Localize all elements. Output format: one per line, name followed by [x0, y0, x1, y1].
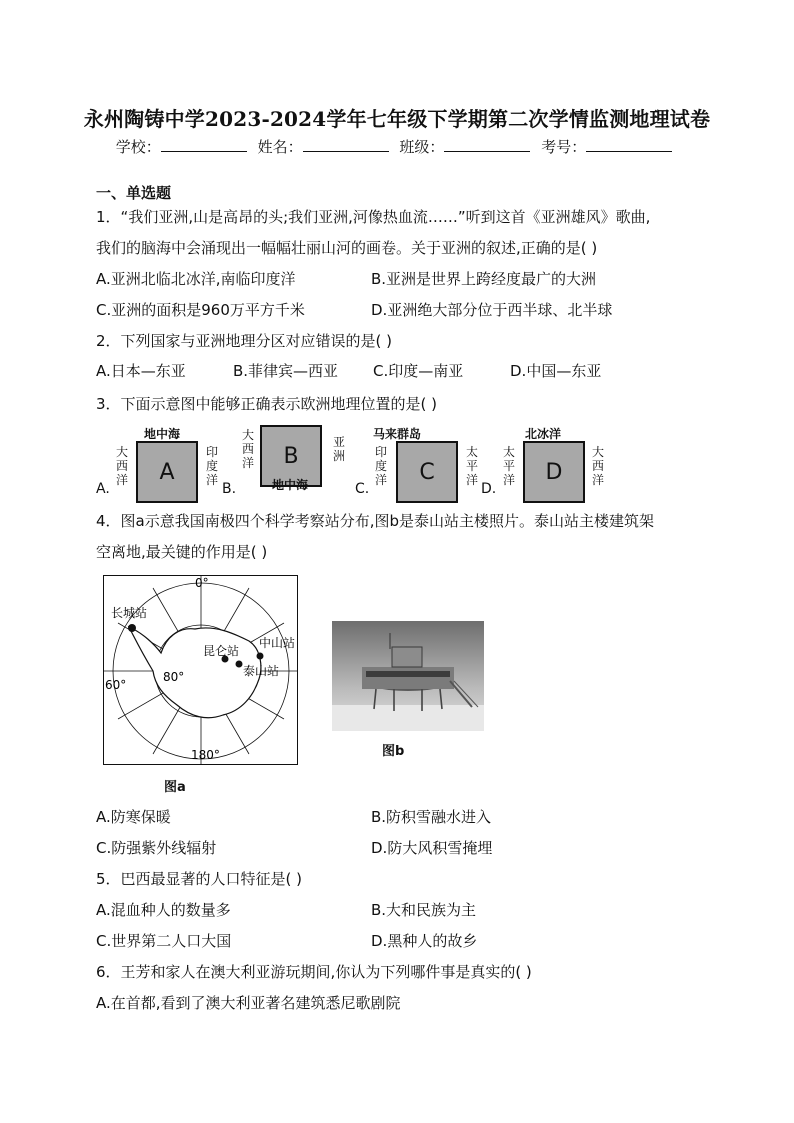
q5-option-d[interactable]: D.黑种人的故乡 [371, 932, 478, 950]
changcheng-dot [128, 624, 136, 632]
q3-c-left: 印度洋 [374, 445, 387, 487]
q3-a-box [136, 441, 198, 503]
q1-option-a[interactable]: A.亚洲北临北冰洋,南临印度洋 [96, 270, 296, 288]
q3-option-a-mark[interactable]: A. [96, 481, 110, 497]
q4-option-d[interactable]: D.防大风积雪掩埋 [371, 839, 493, 857]
q5-option-c[interactable]: C.世界第二人口大国 [96, 932, 232, 950]
station-zhongshan: 中山站 [259, 636, 296, 650]
class-label: 班级： [399, 138, 445, 156]
station-taishan: 泰山站 [243, 664, 280, 678]
q3-option-c-mark[interactable]: C. [355, 481, 370, 497]
caption-a: 图a [164, 780, 186, 795]
q4-option-c[interactable]: C.防强紫外线辐射 [96, 839, 217, 857]
q2-option-d[interactable]: D.中国—东亚 [510, 362, 602, 380]
q2-option-a[interactable]: A.日本—东亚 [96, 362, 186, 380]
q3-option-d-mark[interactable]: D. [481, 481, 497, 497]
deg-180: 180° [191, 748, 220, 762]
q3-d-top: 北冰洋 [525, 427, 562, 441]
caption-b: 图b [382, 744, 405, 759]
q3-d-left: 太平洋 [502, 445, 515, 487]
number-label: 考号： [541, 138, 587, 156]
q4-stem-line2: 空离地,最关键的作用是( ) [96, 543, 268, 561]
q3-b-left: 大西洋 [241, 428, 254, 470]
taishan-station-photo [332, 621, 484, 731]
station-kunlun: 昆仑站 [203, 644, 240, 658]
q4-option-b[interactable]: B.防积雪融水进入 [371, 808, 492, 826]
name-blank[interactable] [303, 137, 389, 152]
antarctica-map [103, 575, 298, 765]
name-label: 姓名： [257, 138, 303, 156]
q3-option-b-mark[interactable]: B. [222, 481, 237, 497]
q3-c-box [396, 441, 458, 503]
station-changcheng: 长城站 [111, 606, 148, 620]
q2-option-c[interactable]: C.印度—南亚 [373, 362, 464, 380]
q3-b-letter: B [283, 443, 299, 469]
q3-d-letter: D [545, 459, 563, 485]
q4-stem-line1: 4．图a示意我国南极四个科学考察站分布,图b是泰山站主楼照片。泰山站主楼建筑架 [96, 512, 655, 530]
q1-stem-line2: 我们的脑海中会涌现出一幅幅壮丽山河的画卷。关于亚洲的叙述,正确的是( ) [96, 239, 598, 257]
q3-a-top: 地中海 [144, 427, 181, 441]
q5-stem: 5．巴西最显著的人口特征是( ) [96, 870, 303, 888]
q3-c-right: 太平洋 [465, 445, 478, 487]
section-title: 一、单选题 [96, 184, 172, 202]
q6-option-a[interactable]: A.在首都,看到了澳大利亚著名建筑悉尼歌剧院 [96, 994, 401, 1012]
zhongshan-dot [257, 653, 264, 660]
q5-option-a[interactable]: A.混血种人的数量多 [96, 901, 231, 919]
student-info-line [0, 136, 794, 157]
q3-b-right: 亚洲 [332, 435, 345, 463]
deg-0: 0° [195, 576, 209, 590]
q2-option-b[interactable]: B.菲律宾—西亚 [233, 362, 339, 380]
exam-title: 永州陶铸中学2023-2024学年七年级下学期第二次学情监测地理试卷 [83, 107, 711, 131]
q1-option-d[interactable]: D.亚洲绝大部分位于西半球、北半球 [371, 301, 613, 319]
deg-80: 80° [163, 670, 185, 684]
q3-d-box [523, 441, 585, 503]
q4-option-a[interactable]: A.防寒保暖 [96, 808, 171, 826]
q1-option-c[interactable]: C.亚洲的面积是960万平方千米 [96, 301, 305, 319]
q3-stem: 3．下面示意图中能够正确表示欧洲地理位置的是( ) [96, 395, 438, 413]
q3-c-top: 马来群岛 [373, 427, 422, 441]
taishan-dot [236, 661, 243, 668]
q3-a-left: 大西洋 [115, 445, 128, 487]
class-blank[interactable] [444, 137, 530, 152]
q3-a-right: 印度洋 [205, 445, 218, 487]
q3-c-letter: C [419, 459, 435, 485]
number-blank[interactable] [586, 137, 672, 152]
q3-a-letter: A [159, 459, 175, 485]
q5-option-b[interactable]: B.大和民族为主 [371, 901, 477, 919]
q2-stem: 2．下列国家与亚洲地理分区对应错误的是( ) [96, 332, 393, 350]
q3-d-right: 大西洋 [591, 445, 604, 487]
q3-diagram-row [96, 425, 616, 497]
q1-stem-line1: 1．“我们亚洲,山是高昂的头;我们亚洲,河像热血流……”听到这首《亚洲雄风》歌曲, [96, 208, 651, 226]
school-label: 学校： [115, 138, 161, 156]
deg-60: 60° [105, 678, 127, 692]
school-blank[interactable] [161, 137, 247, 152]
q1-option-b[interactable]: B.亚洲是世界上跨经度最广的大洲 [371, 270, 597, 288]
q6-stem: 6．王芳和家人在澳大利亚游玩期间,你认为下列哪件事是真实的( ) [96, 963, 532, 981]
q3-b-bottom: 地中海 [272, 478, 309, 492]
